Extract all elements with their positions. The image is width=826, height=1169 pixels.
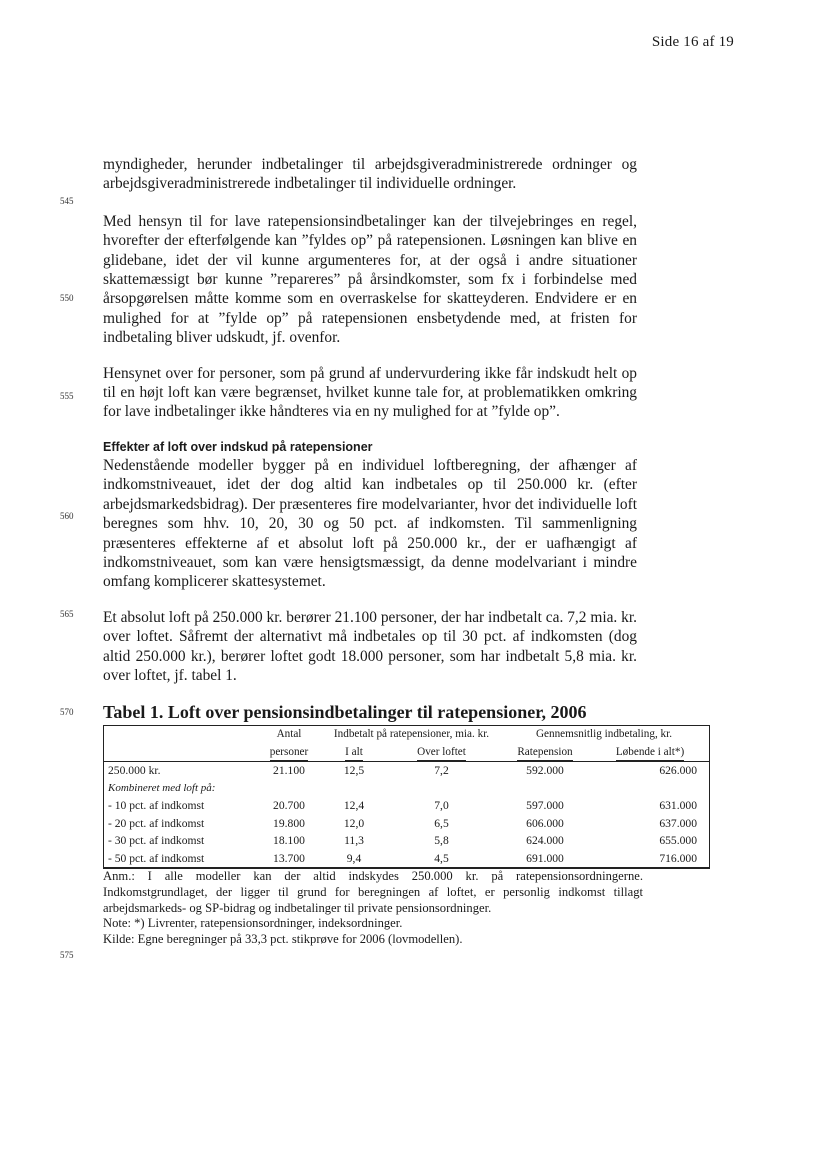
cell-i-alt bbox=[324, 780, 384, 798]
cell-antal: 21.100 bbox=[273, 764, 305, 778]
cell-lobende: 631.000 bbox=[659, 799, 698, 813]
cell-i-alt: 12,4 bbox=[343, 799, 365, 813]
cell-over-loftet bbox=[384, 780, 499, 798]
cell-i-alt: 11,3 bbox=[344, 834, 364, 848]
section-heading: Effekter af loft over indskud på ratepensioner bbox=[103, 439, 373, 454]
cell-ratepension: 597.000 bbox=[526, 799, 564, 813]
cell-over-loftet: 5,8 bbox=[434, 834, 449, 848]
cell-antal: 19.800 bbox=[273, 816, 305, 830]
table-header-row bbox=[104, 744, 709, 762]
cell-lobende: 655.000 bbox=[659, 834, 698, 848]
paragraph: myndigheder, herunder indbetalinger til arbejdsgiveradministrerede ordninger og arbejdsgiveradministrerede indbetalinger til individuelle ordninger. bbox=[103, 156, 637, 193]
row-label: - 50 pct. af indkomst bbox=[104, 850, 254, 868]
row-label: 250.000 kr. bbox=[108, 764, 161, 778]
paragraph: Med hensyn til for lave ratepensionsindbetalinger kan der tilvejebringes en regel, hvorefter der efterfølgende kan ”fyldes op” på ratepensionen. Løsningen kan blive en glidebane, idet der vil kunne argumenteres for, at der også i andre situationer skattemæssigt bør kunne ”repareres” på årsindkomster, som fx i forbindelse med årsopgørelsen måtte komme som en overraskelse for skatteyderen. Endvidere er en mulighed for at ”fylde op” på ratepensionen ensbetydende med, at fristen for indbetaling bliver udskudt, jf. ovenfor. bbox=[103, 212, 637, 347]
table-header-cell: I alt bbox=[345, 745, 363, 761]
cell-ratepension bbox=[499, 780, 591, 798]
cell-over-loftet: 6,5 bbox=[434, 816, 449, 830]
cell-antal bbox=[254, 780, 324, 798]
line-number: 570 bbox=[60, 707, 74, 717]
cell-ratepension: 691.000 bbox=[499, 850, 591, 868]
table-header-cell: Indbetalt på ratepensioner, mia. kr. bbox=[333, 728, 490, 741]
table-row bbox=[104, 797, 709, 815]
cell-i-alt: 12,5 bbox=[343, 764, 365, 778]
document-body bbox=[103, 155, 698, 947]
table-header-cell bbox=[104, 726, 254, 744]
table-row bbox=[104, 815, 709, 833]
cell-i-alt: 9,4 bbox=[324, 850, 384, 868]
cell-antal: 20.700 bbox=[273, 799, 305, 813]
table-header-cell: Antal bbox=[276, 728, 302, 741]
table-row bbox=[104, 780, 709, 798]
table-header-cell: personer bbox=[270, 745, 309, 761]
cell-ratepension: 592.000 bbox=[526, 764, 564, 778]
cell-antal: 13.700 bbox=[254, 850, 324, 868]
row-label: - 10 pct. af indkomst bbox=[108, 799, 205, 813]
cell-over-loftet: 7,0 bbox=[434, 799, 449, 813]
line-number: 560 bbox=[60, 511, 74, 521]
paragraph: Et absolut loft på 250.000 kr. berører 21.100 personer, der har indbetalt ca. 7,2 mia. kr. over loftet. Såfremt der alternativt må indbetales op til 30 pct. af indkomsten (dog altid 250.000 kr.), berører loftet godt 18.000 personer, som har indbetalt 5,8 mia. kr. over loftet, jf. tabel 1. bbox=[103, 608, 637, 684]
table-row bbox=[104, 762, 709, 780]
table-row bbox=[104, 832, 709, 850]
row-label: Kombineret med loft på: bbox=[108, 781, 216, 794]
cell-antal: 18.100 bbox=[273, 834, 305, 848]
table-annotation: Anm.: I alle modeller kan der altid indskydes 250.000 kr. på ratepensionsordningerne. Indkomstgrundlaget, der ligger til grund for beregningen af loftet, er personlig indkomst tillagt arbejdsmarkeds- og SP-bidrag og indbetalinger til private pensionsordninger. bbox=[103, 869, 643, 915]
row-label: - 20 pct. af indkomst bbox=[108, 816, 205, 830]
table-title: Tabel 1. Loft over pensionsindbetalinger til ratepensioner, 2006 bbox=[103, 702, 587, 723]
row-label: - 30 pct. af indkomst bbox=[108, 834, 205, 848]
table-source: Kilde: Egne beregninger på 33,3 pct. stikprøve for 2006 (lovmodellen). bbox=[103, 931, 463, 946]
cell-i-alt: 12,0 bbox=[343, 816, 365, 830]
table-notes bbox=[103, 869, 643, 947]
table-header-cell: Over loftet bbox=[417, 745, 466, 761]
line-number-margin bbox=[0, 0, 90, 1169]
page-number: Side 16 af 19 bbox=[651, 34, 734, 50]
cell-ratepension: 624.000 bbox=[526, 834, 564, 848]
cell-lobende: 637.000 bbox=[659, 816, 698, 830]
paragraph: Hensynet over for personer, som på grund af undervurdering ikke får indskudt helt op til en højt loft kan være begrænset, hvilket kunne tale for, at problematikken omkring for lave indbetalinger ikke håndteres via en ny mulighed for at ”fylde op”. bbox=[103, 364, 637, 421]
line-number: 555 bbox=[60, 391, 74, 401]
table-header-cell: Gennemsnitlig indbetaling, kr. bbox=[535, 728, 673, 741]
table-row bbox=[104, 850, 709, 868]
cell-ratepension: 606.000 bbox=[526, 816, 564, 830]
table-header-row bbox=[104, 726, 709, 744]
line-number: 565 bbox=[60, 609, 74, 619]
cell-over-loftet: 7,2 bbox=[434, 764, 449, 778]
table-footnote: Note: *) Livrenter, ratepensionsordninger, indeksordninger. bbox=[103, 916, 403, 931]
line-number: 545 bbox=[60, 196, 74, 206]
cell-lobende: 716.000 bbox=[591, 850, 709, 868]
table-header-cell: Løbende i alt*) bbox=[616, 745, 684, 761]
table-header-cell: Ratepension bbox=[517, 745, 572, 761]
cell-lobende bbox=[591, 780, 709, 798]
line-number: 550 bbox=[60, 293, 74, 303]
line-number: 575 bbox=[60, 950, 74, 960]
data-table bbox=[103, 725, 710, 869]
cell-over-loftet: 4,5 bbox=[384, 850, 499, 868]
paragraph: Nedenstående modeller bygger på en individuel loftberegning, der afhænger af indkomstniveauet, idet der dog altid kan indbetales op til 250.000 kr. (efter arbejdsmarkedsbidrag). Der præsenteres fire modelvarianter, hvor det individuelle loft beregnes som hhv. 10, 20, 30 og 50 pct. af indkomsten. Til sammenligning præsenteres effekterne af et absolut loft på 250.000 kr., der er uafhængigt af indkomstniveauet, som kan være hensigtsmæssigt, da denne modelvariant i mindre omfang komplicerer skattesystemet. bbox=[103, 456, 637, 591]
table-header-cell bbox=[104, 744, 254, 762]
cell-lobende: 626.000 bbox=[659, 764, 698, 778]
